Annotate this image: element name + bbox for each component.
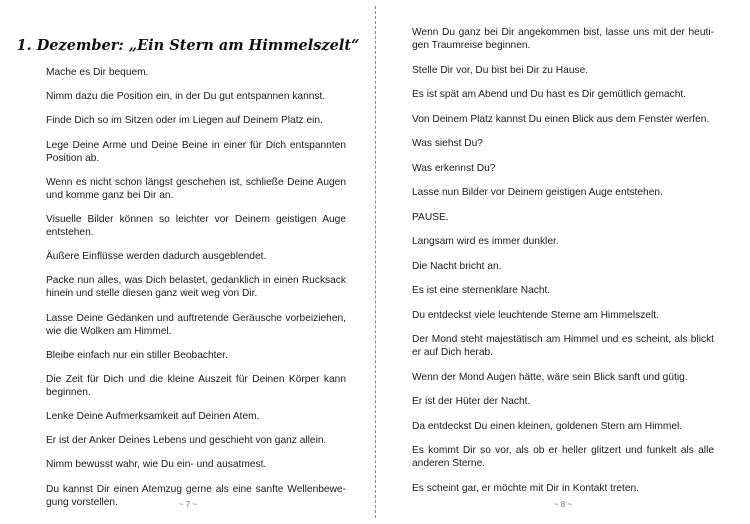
paragraph: Lasse Deine Gedanken und auftretende Geräusche vorbeiziehen, wie die Wolken am Himmel.: [46, 312, 346, 337]
paragraph: Wenn es nicht schon längst geschehen ist, schließe Deine Augen und komme ganz bei Dir an.: [46, 176, 346, 201]
paragraph: Die Zeit für Dich und die kleine Auszeit für Deinen Körper kann beginnen.: [46, 373, 346, 398]
paragraph: Er ist der Hüter der Nacht.: [412, 396, 531, 407]
paragraph: Er ist der Anker Deines Lebens und geschieht von ganz allein.: [46, 435, 327, 447]
paragraph: Langsam wird es immer dunkler.: [412, 236, 559, 247]
paragraph: Es scheint gar, er möchte mit Dir in Kontakt treten.: [412, 482, 640, 494]
paragraph: Lege Deine Arme und Deine Beine in einer für Dich entspannten Position ab.: [46, 139, 346, 164]
left-page-text: [46, 66, 346, 520]
paragraph: Du kannst Dir einen Atemzug gerne als eine sanfte Wellenbewegung vorstellen.: [46, 483, 346, 508]
paragraph: Nimm bewusst wahr, wie Du ein- und ausatmest.: [46, 459, 267, 471]
paragraph: Finde Dich so im Sitzen oder im Liegen auf Deinem Platz ein.: [46, 115, 323, 127]
paragraph: Lenke Deine Aufmerksamkeit auf Deinen Atem.: [46, 411, 260, 423]
paragraph: Stelle Dir vor, Du bist bei Dir zu Hause.: [412, 64, 589, 76]
paragraph: Äußere Einflüsse werden dadurch ausgeblendet.: [46, 251, 267, 263]
paragraph: Wenn Du ganz bei Dir angekommen bist, lasse uns mit der heutigen Traumreise beginnen.: [412, 27, 714, 51]
paragraph: Es ist spät am Abend und Du hast es Dir gemütlich gemacht.: [412, 89, 687, 100]
paragraph: Du entdeckst viele leuchtende Sterne am Himmelszelt.: [412, 309, 659, 321]
paragraph: Packe nun alles, was Dich belastet, gedanklich in einen Rucksack hinein und stelle diesen ganz weit weg von Dir.: [46, 275, 346, 300]
paragraph: Der Mond steht majestätisch am Himmel und es scheint, als blickt er auf Dich herab.: [412, 334, 714, 358]
paragraph: PAUSE.: [412, 211, 449, 223]
right-page: [376, 0, 750, 524]
paragraph: Mache es Dir bequem.: [46, 67, 149, 78]
paragraph: Es ist eine sternenklare Nacht.: [412, 285, 551, 296]
paragraph: Da entdeckst Du einen kleinen, goldenen Stern am Himmel.: [412, 420, 683, 432]
paragraph: Bleibe einfach nur ein stiller Beobachter.: [46, 349, 228, 361]
right-page-text: [412, 26, 714, 506]
paragraph: Nimm dazu die Position ein, in der Du gut entspannen kannst.: [46, 91, 326, 103]
paragraph: Was erkennst Du?: [412, 162, 496, 174]
chapter-title: 1. Dezember: „Ein Stern am Himmelszelt“: [16, 37, 360, 54]
paragraph: Visuelle Bilder können so leichter vor Deinem geistigen Auge entstehen.: [46, 213, 346, 238]
paragraph: Die Nacht bricht an.: [412, 260, 502, 272]
paragraph: Lasse nun Bilder vor Deinem geistigen Auge entstehen.: [412, 187, 663, 198]
paragraph: Von Deinem Platz kannst Du einen Blick aus dem Fenster werfen.: [412, 113, 710, 125]
paragraph: Es kommt Dir so vor, als ob er heller glitzert und funkelt als alle anderen Sterne.: [412, 445, 714, 469]
page-number-right: ~ 8 ~: [553, 500, 573, 509]
paragraph: Wenn der Mond Augen hätte, wäre sein Blick sanft und gütig.: [412, 371, 688, 383]
paragraph: Was siehst Du?: [412, 138, 483, 149]
page-number-left: ~ 7 ~: [178, 500, 198, 509]
